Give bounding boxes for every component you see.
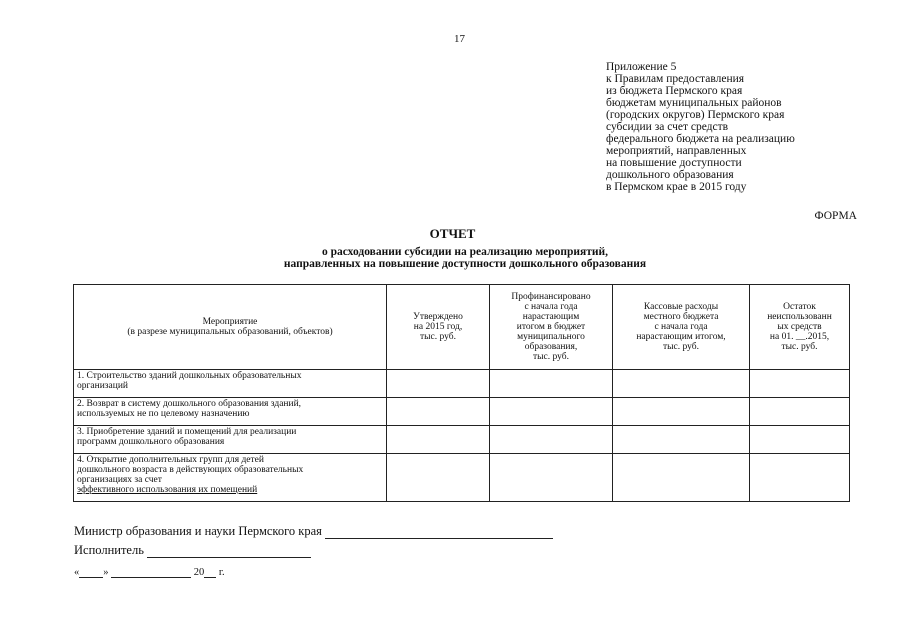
cash-expenses-cell[interactable] (613, 398, 750, 426)
report-subtitle-line: направленных на повышение доступности дошкольного образования (283, 258, 647, 270)
minister-label: Министр образования и науки Пермского края (74, 524, 322, 538)
form-label: ФОРМА (814, 210, 857, 222)
table-row (74, 454, 850, 502)
approved-cell[interactable] (387, 426, 490, 454)
approved-cell[interactable] (387, 370, 490, 398)
cash-expenses-cell[interactable] (613, 454, 750, 502)
table-row (74, 398, 850, 426)
header-approved: Утверждено на 2015 год, тыс. руб. (387, 285, 490, 370)
appendix-line: в Пермском крае в 2015 году (606, 181, 747, 193)
date-suffix: г. (218, 567, 225, 578)
date-year-field[interactable] (204, 567, 216, 578)
date-year-prefix: 20 (193, 567, 205, 578)
minister-signature-field[interactable] (325, 526, 553, 539)
remainder-cell[interactable] (750, 454, 850, 502)
remainder-cell[interactable] (750, 426, 850, 454)
financed-cell[interactable] (490, 454, 613, 502)
header-financed: Профинансировано с начала года нарастающим итогом в бюджет муниципального образования, тыс. руб. (490, 285, 613, 370)
approved-cell[interactable] (387, 454, 490, 502)
appendix-line: к Правилам предоставления (606, 73, 745, 85)
appendix-line: на повышение доступности (606, 157, 742, 169)
executor-signature-line (74, 543, 311, 558)
appendix-line: мероприятий, направленных (606, 145, 747, 157)
measure-cell: 1. Строительство зданий дошкольных образовательных организаций (74, 370, 387, 398)
date-month-field[interactable] (111, 567, 191, 578)
report-title: ОТЧЕТ (429, 226, 476, 241)
approved-cell[interactable] (387, 398, 490, 426)
page-number: 17 (454, 33, 465, 45)
appendix-line: федерального бюджета на реализацию (606, 133, 795, 145)
financed-cell[interactable] (490, 370, 613, 398)
financed-cell[interactable] (490, 426, 613, 454)
cash-expenses-cell[interactable] (613, 426, 750, 454)
header-remainder: Остаток неиспользованн ых средств на 01. __.2015, тыс. руб. (750, 285, 850, 370)
appendix-line: бюджетам муниципальных районов (606, 97, 782, 109)
table-row (74, 370, 850, 398)
financed-cell[interactable] (490, 398, 613, 426)
executor-label: Исполнитель (74, 543, 144, 557)
header-cash-expenses: Кассовые расходы местного бюджета с начала года нарастающим итогом, тыс. руб. (613, 285, 750, 370)
executor-signature-field[interactable] (147, 545, 311, 558)
appendix-line: дошкольного образования (606, 169, 734, 181)
date-day-field[interactable] (79, 567, 103, 578)
minister-signature-line (74, 524, 553, 539)
cash-expenses-cell[interactable] (613, 370, 750, 398)
remainder-cell[interactable] (750, 398, 850, 426)
header-measure: Мероприятие (в разрезе муниципальных образований, объектов) (74, 285, 387, 370)
remainder-cell[interactable] (750, 370, 850, 398)
table-row (74, 426, 850, 454)
report-subtitle-line: о расходовании субсидии на реализацию мероприятий, (321, 246, 609, 258)
date-open-quote: « (74, 567, 80, 578)
appendix-line: из бюджета Пермского края (606, 85, 743, 97)
table-header-row (74, 285, 850, 370)
appendix-block (606, 61, 901, 193)
appendix-line: субсидии за счет средств (606, 121, 729, 133)
date-close-quote: » (103, 567, 109, 578)
appendix-line: (городских округов) Пермского края (606, 109, 785, 121)
report-subtitle (0, 246, 905, 270)
date-line (74, 567, 225, 578)
appendix-line: Приложение 5 (606, 61, 677, 73)
measure-cell: 2. Возврат в систему дошкольного образования зданий, используемых не по целевому назначению (74, 398, 387, 426)
measure-cell: 3. Приобретение зданий и помещений для реализации программ дошкольного образования (74, 426, 387, 454)
report-table (73, 284, 850, 502)
measure-cell: 4. Открытие дополнительных групп для детей дошкольного возраста в действующих образовательных организациях за счет эффективного использования их помещений (74, 454, 387, 502)
